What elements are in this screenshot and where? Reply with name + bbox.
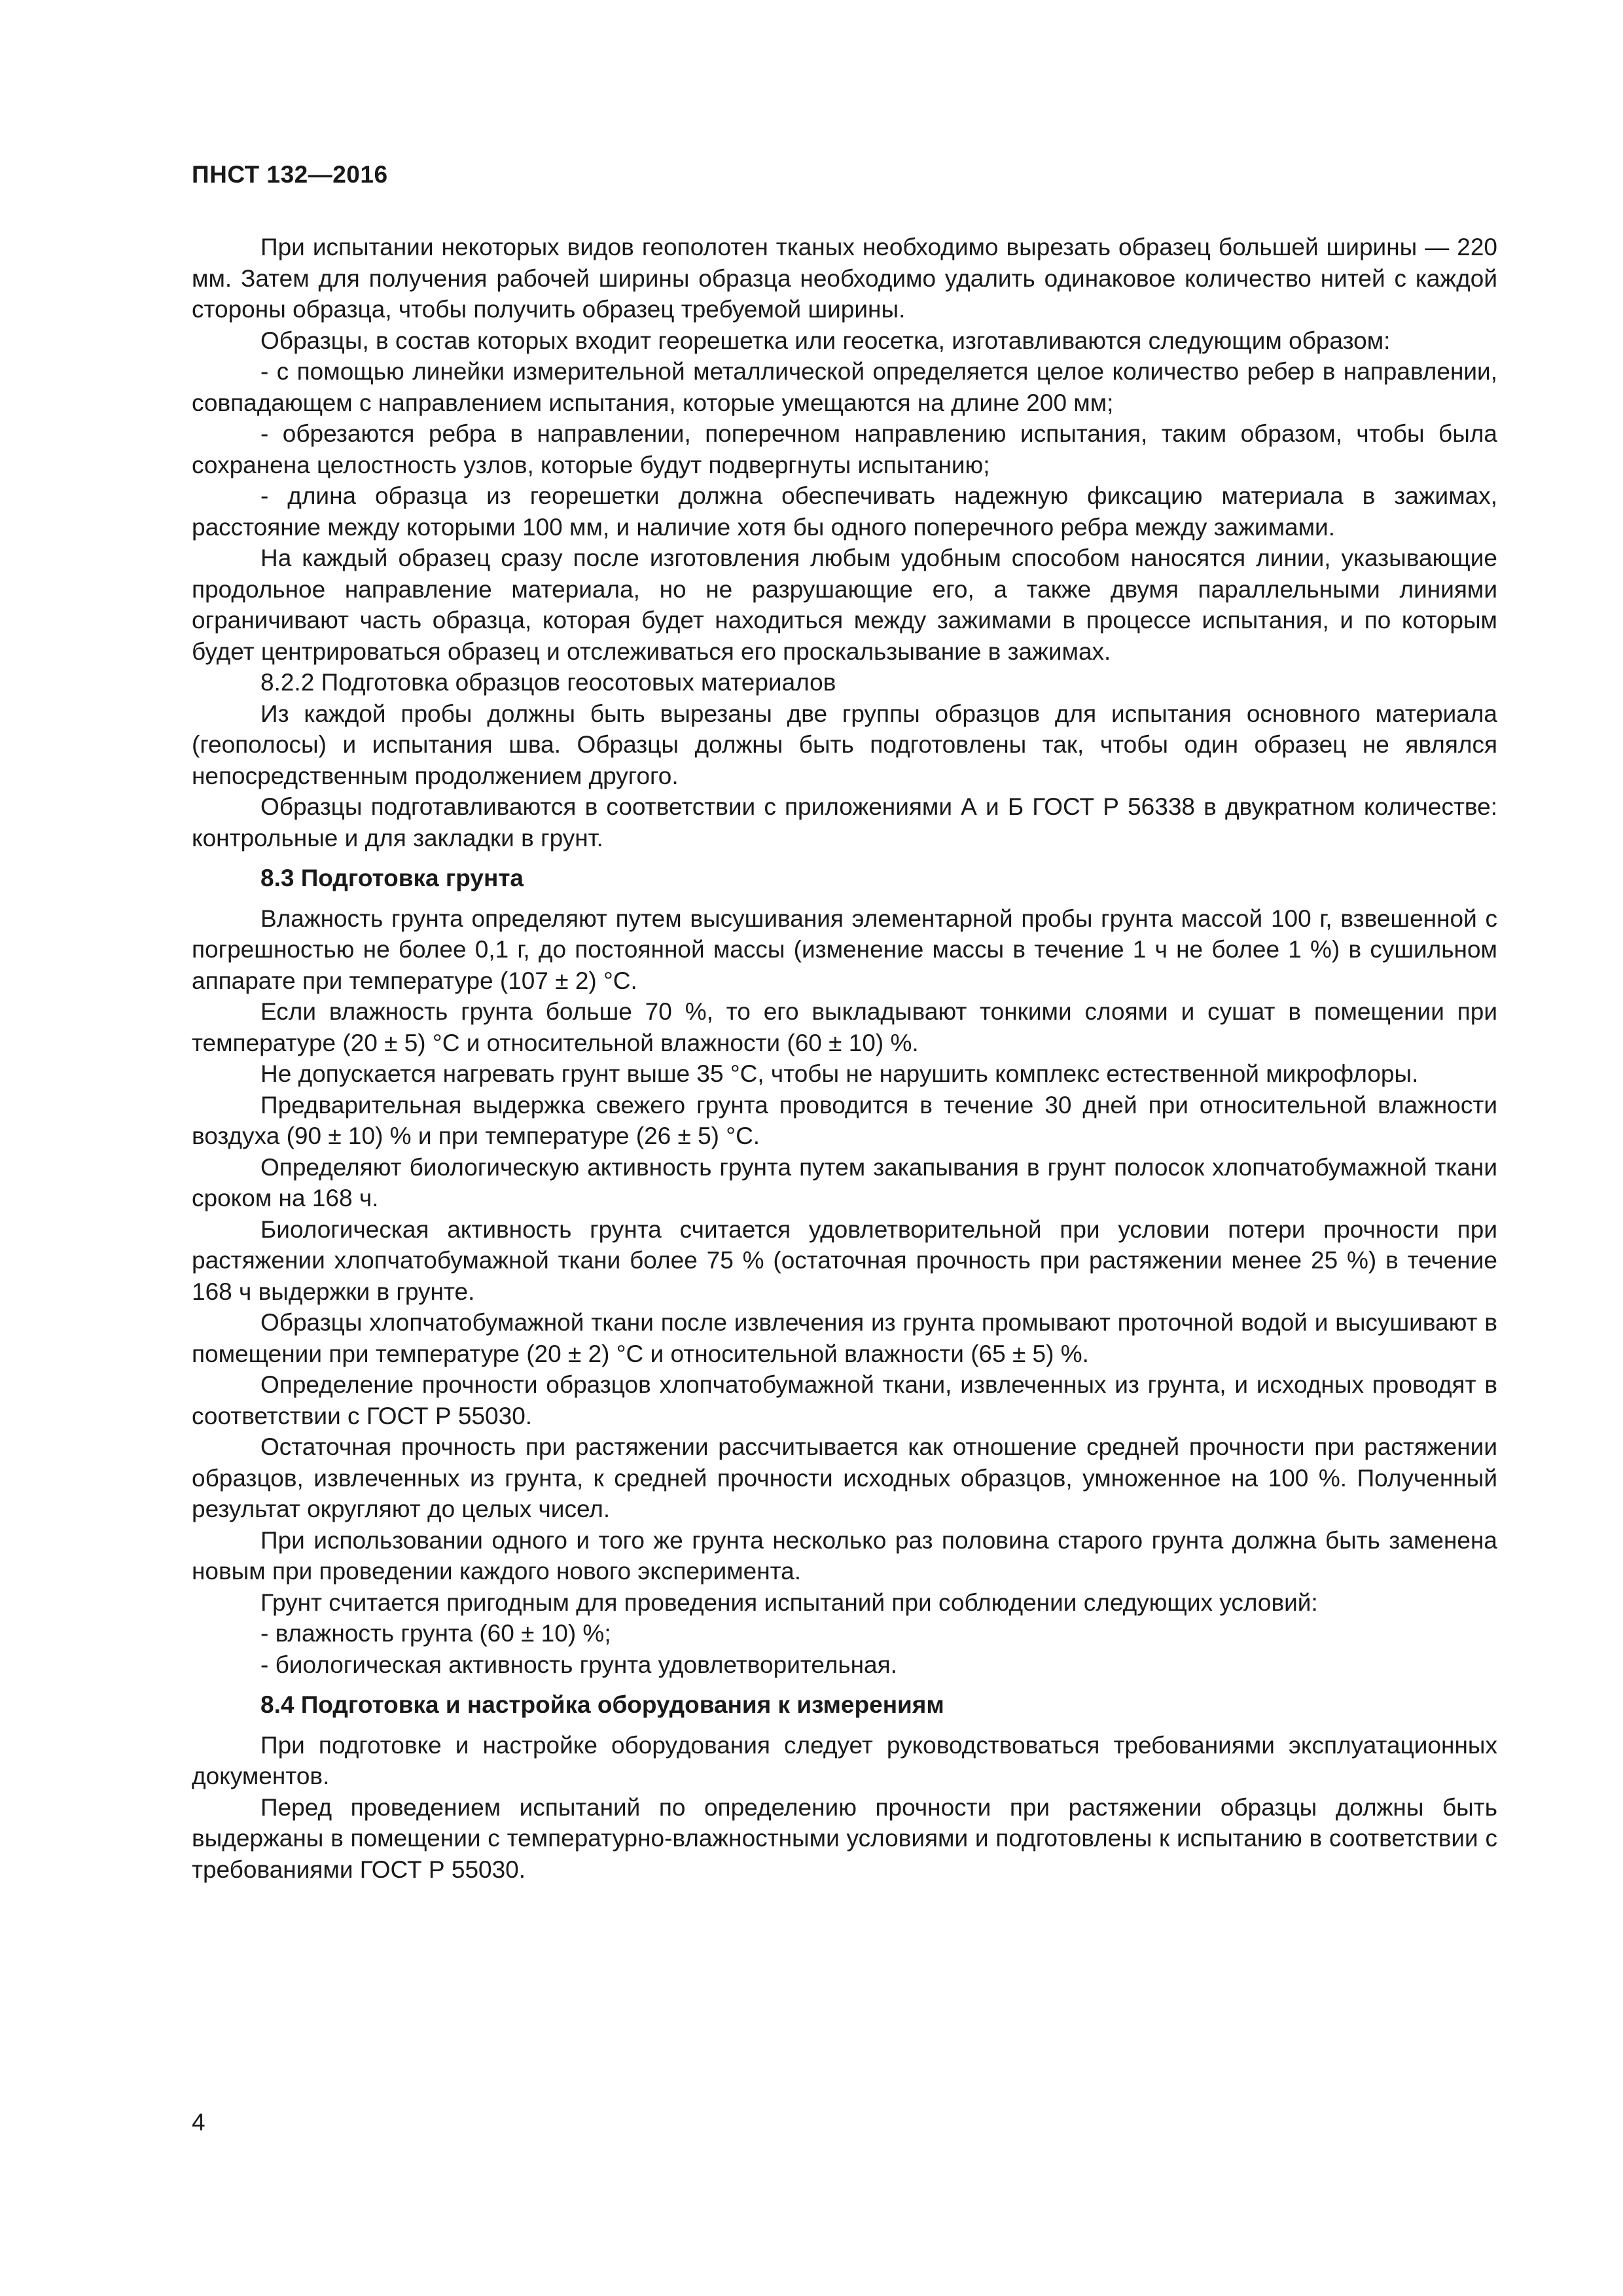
list-item: - обрезаются ребра в направлении, поперечном направлению испытания, таким образом, чтобы была сохранена целостность узлов, которые будут подвергнуты испытанию; <box>192 420 1497 478</box>
paragraph: Не допускается нагревать грунт выше 35 °С, чтобы не нарушить комплекс естественной микрофлоры. <box>260 1060 1419 1087</box>
list-item: - длина образца из георешетки должна обеспечивать надежную фиксацию материала в зажимах, расстояние между которыми 100 мм, и наличие хотя бы одного поперечного ребра между зажимами. <box>192 482 1497 541</box>
section-heading-8-3: 8.3 Подготовка грунта <box>260 865 524 891</box>
paragraph: При использовании одного и того же грунта несколько раз половина старого грунта должна быть заменена новым при проведении каждого нового эксперимента. <box>192 1526 1497 1585</box>
list-item: - с помощью линейки измерительной металлической определяется целое количество ребер в направлении, совпадающем с направлением испытания, которые умещаются на длине 200 мм; <box>192 358 1497 416</box>
paragraph: Из каждой пробы должны быть вырезаны две группы образцов для испытания основного материала (геополосы) и испытания шва. Образцы должны быть подготовлены так, чтобы один образец не являлся непосредственным продолжением другого. <box>192 700 1497 789</box>
list-item: - биологическая активность грунта удовлетворительная. <box>260 1651 897 1678</box>
section-heading-8-4: 8.4 Подготовка и настройка оборудования к измерениям <box>260 1691 944 1718</box>
paragraph: Предварительная выдержка свежего грунта проводится в течение 30 дней при относительной влажности воздуха (90 ± 10) % и при температуре (26 ± 5) °С. <box>192 1091 1497 1149</box>
paragraph: Образцы хлопчатобумажной ткани после извлечения из грунта промывают проточной водой и высушивают в помещении при температуре (20 ± 2) °С и относительной влажности (65 ± 5) %. <box>192 1309 1497 1367</box>
paragraph: Биологическая активность грунта считается удовлетворительной при условии потери прочности при растяжении хлопчатобумажной ткани более 75 % (остаточная прочность при растяжении менее 25 %) в течение 168 ч выдержки в грунте. <box>192 1215 1497 1305</box>
document-body <box>192 232 1497 1885</box>
document-code-header: ПНСТ 132—2016 <box>192 161 388 188</box>
page-number: 4 <box>192 2109 205 2136</box>
paragraph: Остаточная прочность при растяжении рассчитывается как отношение средней прочности при растяжении образцов, извлеченных из грунта, к средней прочности исходных образцов, умноженное на 100 %. Полученный результат округляют до целых чисел. <box>192 1433 1497 1522</box>
paragraph: На каждый образец сразу после изготовления любым удобным способом наносятся линии, указывающие продольное направление материала, но не разрушающие его, а также двумя параллельными линиями ограничивают часть образца, которая будет находиться между зажимами в процессе испытания, и по которым будет центрироваться образец и отслеживаться его проскальзывание в зажимах. <box>192 545 1497 665</box>
paragraph: Определение прочности образцов хлопчатобумажной ткани, извлеченных из грунта, и исходных проводят в соответствии с ГОСТ Р 55030. <box>192 1371 1497 1429</box>
paragraph: Если влажность грунта больше 70 %, то его выкладывают тонкими слоями и сушат в помещении при температуре (20 ± 5) °С и относительной влажности (60 ± 10) %. <box>192 998 1497 1056</box>
subsection-heading: 8.2.2 Подготовка образцов геосотовых материалов <box>260 669 836 696</box>
paragraph: При испытании некоторых видов геополотен тканых необходимо вырезать образец большей ширины — 220 мм. Затем для получения рабочей ширины образца необходимо удалить одинаковое количество нитей с каждой стороны образца, чтобы получить образец требуемой ширины. <box>192 234 1497 323</box>
paragraph: Образцы, в состав которых входит георешетка или геосетка, изготавливаются следующим образом: <box>260 327 1391 354</box>
list-item: - влажность грунта (60 ± 10) %; <box>260 1620 611 1647</box>
paragraph: Определяют биологическую активность грунта путем закапывания в грунт полосок хлопчатобумажной ткани сроком на 168 ч. <box>192 1153 1497 1211</box>
paragraph: Перед проведением испытаний по определению прочности при растяжении образцы должны быть выдержаны в помещении с температурно-влажностными условиями и подготовлены к испытанию в соответствии с требованиями ГОСТ Р 55030. <box>192 1793 1497 1883</box>
paragraph: Грунт считается пригодным для проведения испытаний при соблюдении следующих условий: <box>260 1588 1318 1616</box>
paragraph: Влажность грунта определяют путем высушивания элементарной пробы грунта массой 100 г, взвешенной с погрешностью не более 0,1 г, до постоянной массы (изменение массы в течение 1 ч не более 1 %) в сушильном аппарате при температуре (107 ± 2) °С. <box>192 905 1497 994</box>
paragraph: Образцы подготавливаются в соответствии с приложениями А и Б ГОСТ Р 56338 в двукратном количестве: контрольные и для закладки в грунт. <box>192 793 1497 852</box>
paragraph: При подготовке и настройке оборудования следует руководствоваться требованиями эксплуатационных документов. <box>192 1731 1497 1789</box>
